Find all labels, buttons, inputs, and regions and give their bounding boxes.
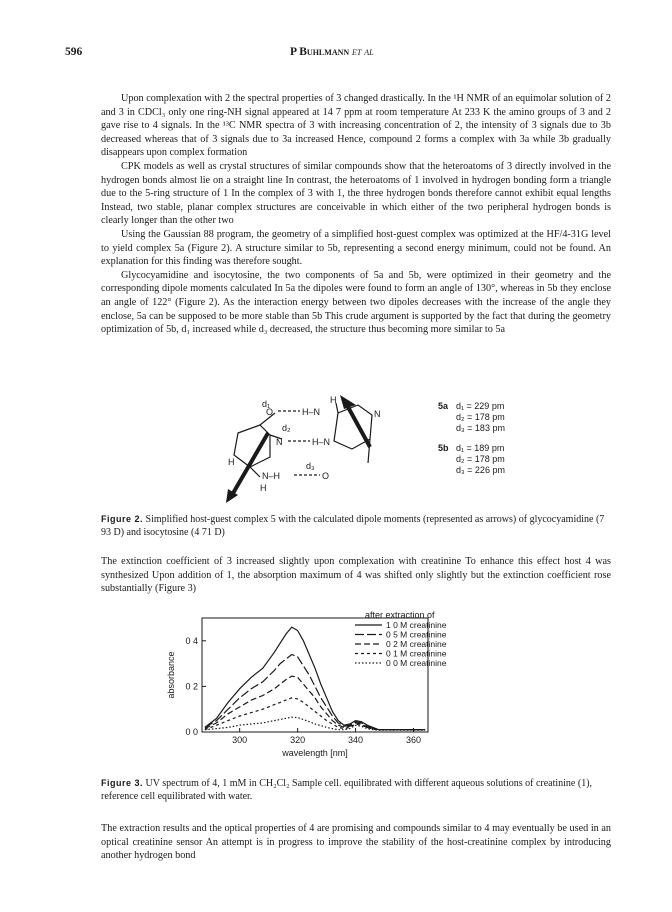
- figure-3-label: Figure 3.: [101, 778, 144, 788]
- d-value-5b-3: d₃ = 226 pm: [456, 465, 505, 475]
- paragraph-1: Upon complexation with 2 the spectral properties of 3 changed drastically. In the ¹H NMR of an equimolar solution of 2 and 3 in CDCl₃ only one ring-NH signal appeared at 14 7 ppm at room temperature At 233 K the amino groups of 3 and 2 gave rise to 4 signals. In the ¹³C NMR spectra of 3 with increasing concentration of 2, the intensity of 3 signals due to 3b decreased whereas that of 3 signals due to 3a increased Hence, compound 2 forms a complex with 3a while 3b gradually disappears upon complex formation: [101, 93, 611, 159]
- atom-o-top: O: [266, 407, 274, 417]
- figure-2-structure: [220, 395, 540, 505]
- legend-entry-3: 0 1 M creatinine: [386, 648, 447, 659]
- legend-entry-2: 0 2 M creatinine: [386, 639, 447, 649]
- atom-h-bot: H: [260, 483, 267, 493]
- legend-title: after extraction of: [365, 610, 435, 620]
- complex-5b-label: 5b: [438, 443, 449, 453]
- distance-table: [438, 401, 505, 475]
- body-text-top: [101, 92, 611, 337]
- label-d1: d₁: [262, 399, 271, 409]
- x-tick-label: 360: [405, 735, 422, 745]
- label-d3: d₃: [306, 461, 315, 471]
- atom-hn-top: H–N: [302, 407, 321, 417]
- paragraph-2: CPK models as well as crystal structures of similar compounds show that the heteroatoms of 3 directly involved in the hydrogen bonds almost lie on a straight line In contrast, the heteroatoms of 1 involved in hydrogen bonding form a triangle due to the 5-ring structure of 1 In the complex of 3 with 1, the three hydrogen bonds therefore cannot exhibit equal lengths Instead, two stable, planar complex structures are conceivable in which either of the two peripheral hydrogen bonds is clearly longer than the other two: [101, 160, 611, 227]
- series-line-2: [205, 676, 425, 730]
- running-head-etal: et al: [352, 46, 374, 58]
- y-tick-label: 0 2: [185, 681, 198, 692]
- paragraph-3: Using the Gaussian 88 program, the geometry of a simplified host-guest complex was optimized at the HF/4-31G level to yield complex 5a (Figure 2). A structure similar to 5b, representing a second energy minimum, could not be found. An explanation for this finding was therefore sought.: [101, 228, 611, 268]
- legend-entry-4: 0 0 M creatinine: [386, 658, 447, 668]
- legend-entry-0: 1 0 M creatinine: [386, 620, 447, 630]
- d-value-5b-2: d₂ = 178 pm: [456, 454, 505, 464]
- plot-area: [185, 618, 446, 745]
- label-d2: d₂: [282, 423, 291, 433]
- atom-h-top: H: [330, 395, 337, 405]
- d-value-5a-3: d₃ = 183 pm: [456, 423, 505, 433]
- y-tick-label: 0 4: [185, 635, 198, 646]
- paragraph-5: The extinction coefficient of 3 increased slightly upon complexation with creatinine To enhance this effect host 4 was synthesized Upon addition of 1, the absorption maximum of 4 was shifted only slightly but the extinction coefficient rose substantially (Figure 3): [101, 556, 611, 595]
- atom-hn-mid: H–N: [312, 437, 331, 447]
- d-value-5a-1: d₁ = 229 pm: [456, 401, 505, 411]
- atom-n-mid: N: [276, 437, 283, 447]
- figure-3-chart: [160, 610, 520, 770]
- x-tick-label: 300: [232, 735, 248, 745]
- complex-5a-label: 5a: [438, 401, 449, 411]
- d-value-5b-1: d₁ = 189 pm: [456, 443, 505, 453]
- running-head: [290, 46, 374, 58]
- atom-o-bot: O: [322, 471, 330, 481]
- figure-2-caption: [101, 513, 611, 539]
- y-axis-label: absorbance: [166, 651, 176, 699]
- atom-n-right: N: [374, 409, 381, 419]
- legend-entry-1: 0 5 M creatinine: [386, 629, 447, 640]
- x-tick-label: 340: [348, 735, 364, 745]
- page-number: 596: [65, 46, 83, 58]
- x-tick-label: 320: [290, 735, 306, 745]
- d-value-5a-2: d₂ = 178 pm: [456, 412, 505, 422]
- figure-2-caption-text: Simplified host-guest complex 5 with the calculated dipole moments (represented as arrows) of glycocyamidine (7 93 D) and isocytosine (4 71 D): [101, 514, 605, 538]
- atom-h-left: H: [228, 457, 235, 467]
- series-line-4: [205, 717, 425, 730]
- series-line-3: [205, 698, 425, 730]
- paragraph-6: The extraction results and the optical properties of 4 are promising and compounds similar to 4 may eventually be used in an optical creatinine sensor An attempt is in progress to improve the stability of the host-creatinine complex by introducing another hydrogen bond: [101, 823, 611, 862]
- y-tick-label: 0 0: [185, 727, 198, 737]
- running-head-author: P Buhlmann: [290, 46, 350, 58]
- figure-3-caption: [101, 777, 611, 803]
- figure-3-caption-text: UV spectrum of 4, 1 mM in CH₂Cl₂ Sample cell. equilibrated with different aqueous solutions of creatinine (1), reference cell equilibrated with water.: [101, 778, 593, 802]
- figure-2-label: Figure 2.: [101, 514, 144, 524]
- paragraph-4: Glycocyamidine and isocytosine, the two components of 5a and 5b, were optimized in their geometry and the corresponding dipole moments calculated In 5a the dipoles were found to form an angle of 130°, whereas in 5b they enclose an angle of 122° (Figure 2). As the interaction energy between two dipoles decreases with the increase of the angle they enclose, 5a can be supposed to be more stable than 5b This crude argument is supported by the fact that during the geometry optimization of 5b, d₁ increased while d₃ decreased, the structure thus becoming more similar to 5a: [101, 269, 611, 336]
- x-axis-label: wavelength [nm]: [282, 748, 348, 758]
- atom-nh-bot: N–H: [262, 471, 281, 481]
